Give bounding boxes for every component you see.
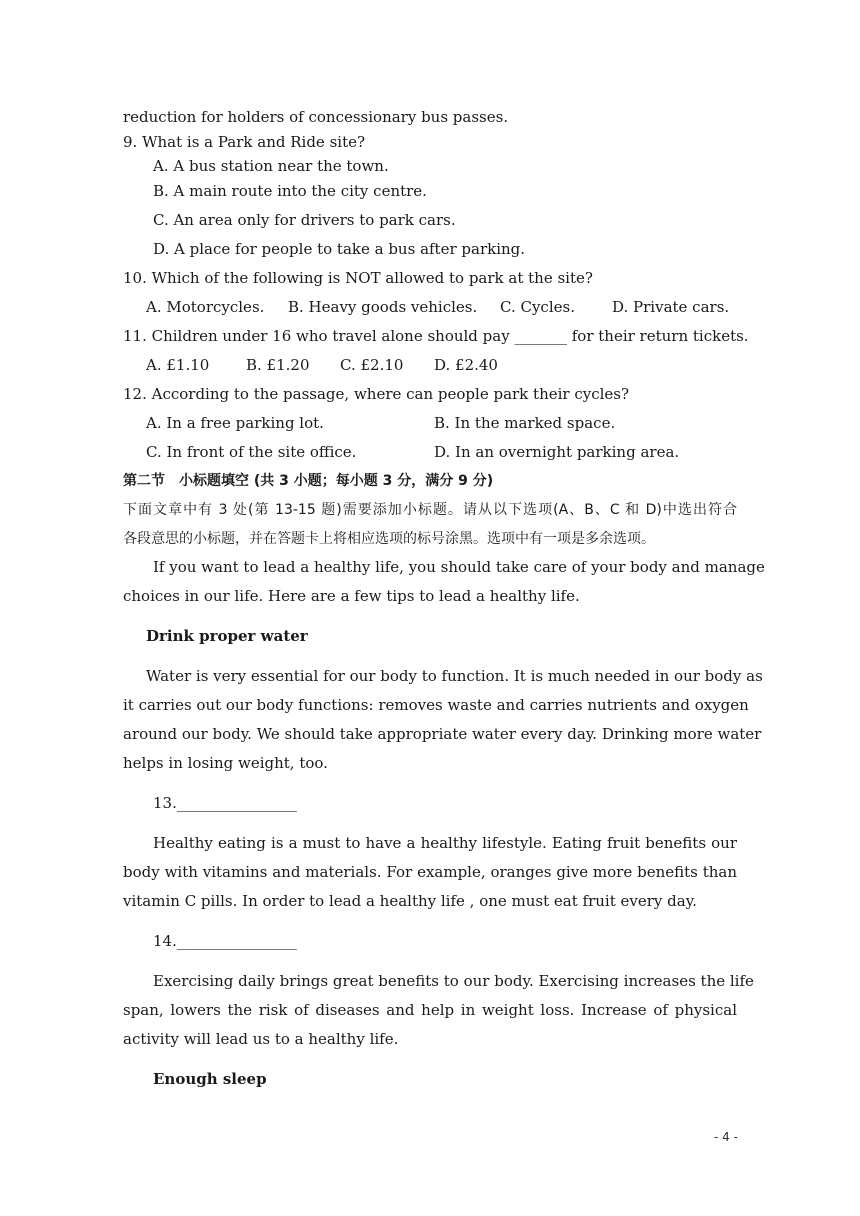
question-12-option-a: A. In a free parking lot. bbox=[146, 414, 324, 432]
continuation-line: reduction for holders of concessionary bus passes. bbox=[123, 108, 509, 126]
section-heading: 第二节 小标题填空 (共 3 小题；每小题 3 分，满分 9 分) bbox=[123, 473, 494, 489]
intro-line-1: If you want to lead a healthy life, you should take care of your body and manage bbox=[153, 558, 765, 576]
question-10-option-b: B. Heavy goods vehicles. bbox=[288, 298, 478, 316]
exercise-line-1: Exercising daily brings great benefits to our body. Exercising increases the life bbox=[153, 972, 754, 990]
blank-13: 13.________________ bbox=[153, 794, 297, 812]
question-12-option-d: D. In an overnight parking area. bbox=[434, 443, 680, 461]
water-line-2: it carries out our body functions: removes waste and carries nutrients and oxygen bbox=[123, 696, 749, 714]
water-line-4: helps in losing weight, too. bbox=[123, 754, 328, 772]
section-instructions-line-2: 各段意思的小标题，并在答题卡上将相应选项的标号涂黑。选项中有一项是多余选项。 bbox=[123, 531, 655, 547]
question-12-stem: 12. According to the passage, where can people park their cycles? bbox=[123, 385, 630, 403]
subheading-drink-proper-water: Drink proper water bbox=[146, 627, 308, 645]
fruit-line-1: Healthy eating is a must to have a healthy lifestyle. Eating fruit benefits our bbox=[153, 834, 737, 852]
fruit-line-2: body with vitamins and materials. For example, oranges give more benefits than bbox=[123, 863, 737, 881]
blank-14: 14.________________ bbox=[153, 932, 297, 950]
page-number: - 4 - bbox=[714, 1130, 738, 1144]
question-10-option-d: D. Private cars. bbox=[612, 298, 730, 316]
fruit-line-3: vitamin C pills. In order to lead a healthy life , one must eat fruit every day. bbox=[123, 892, 697, 910]
exercise-line-3: activity will lead us to a healthy life. bbox=[123, 1030, 399, 1048]
question-10-stem: 10. Which of the following is NOT allowed to park at the site? bbox=[123, 269, 593, 287]
question-11-stem: 11. Children under 16 who travel alone should pay _______ for their return tickets. bbox=[123, 327, 749, 345]
section-instructions-line-1: 下面文章中有 3 处(第 13-15 题)需要添加小标题。请从以下选项(A、B、C 和 D)中选出符合 bbox=[123, 502, 737, 518]
question-11-option-d: D. £2.40 bbox=[434, 356, 498, 374]
question-12-option-b: B. In the marked space. bbox=[434, 414, 616, 432]
question-9-stem: 9. What is a Park and Ride site? bbox=[123, 133, 366, 151]
question-10-option-c: C. Cycles. bbox=[500, 298, 575, 316]
question-9-option-c: C. An area only for drivers to park cars. bbox=[153, 211, 456, 229]
water-line-1: Water is very essential for our body to function. It is much needed in our body as bbox=[146, 667, 763, 685]
question-10-option-a: A. Motorcycles. bbox=[146, 298, 265, 316]
question-9-option-b: B. A main route into the city centre. bbox=[153, 182, 427, 200]
question-9-option-d: D. A place for people to take a bus after parking. bbox=[153, 240, 526, 258]
question-9-option-a: A. A bus station near the town. bbox=[153, 157, 389, 175]
question-11-option-c: C. £2.10 bbox=[340, 356, 404, 374]
subheading-enough-sleep: Enough sleep bbox=[153, 1070, 267, 1088]
question-12-option-c: C. In front of the site office. bbox=[146, 443, 357, 461]
question-11-option-a: A. £1.10 bbox=[146, 356, 210, 374]
intro-line-2: choices in our life. Here are a few tips to lead a healthy life. bbox=[123, 587, 580, 605]
water-line-3: around our body. We should take appropriate water every day. Drinking more water bbox=[123, 725, 762, 743]
exercise-line-2: span, lowers the risk of diseases and help in weight loss. Increase of physical bbox=[123, 1001, 737, 1019]
question-11-option-b: B. £1.20 bbox=[246, 356, 310, 374]
